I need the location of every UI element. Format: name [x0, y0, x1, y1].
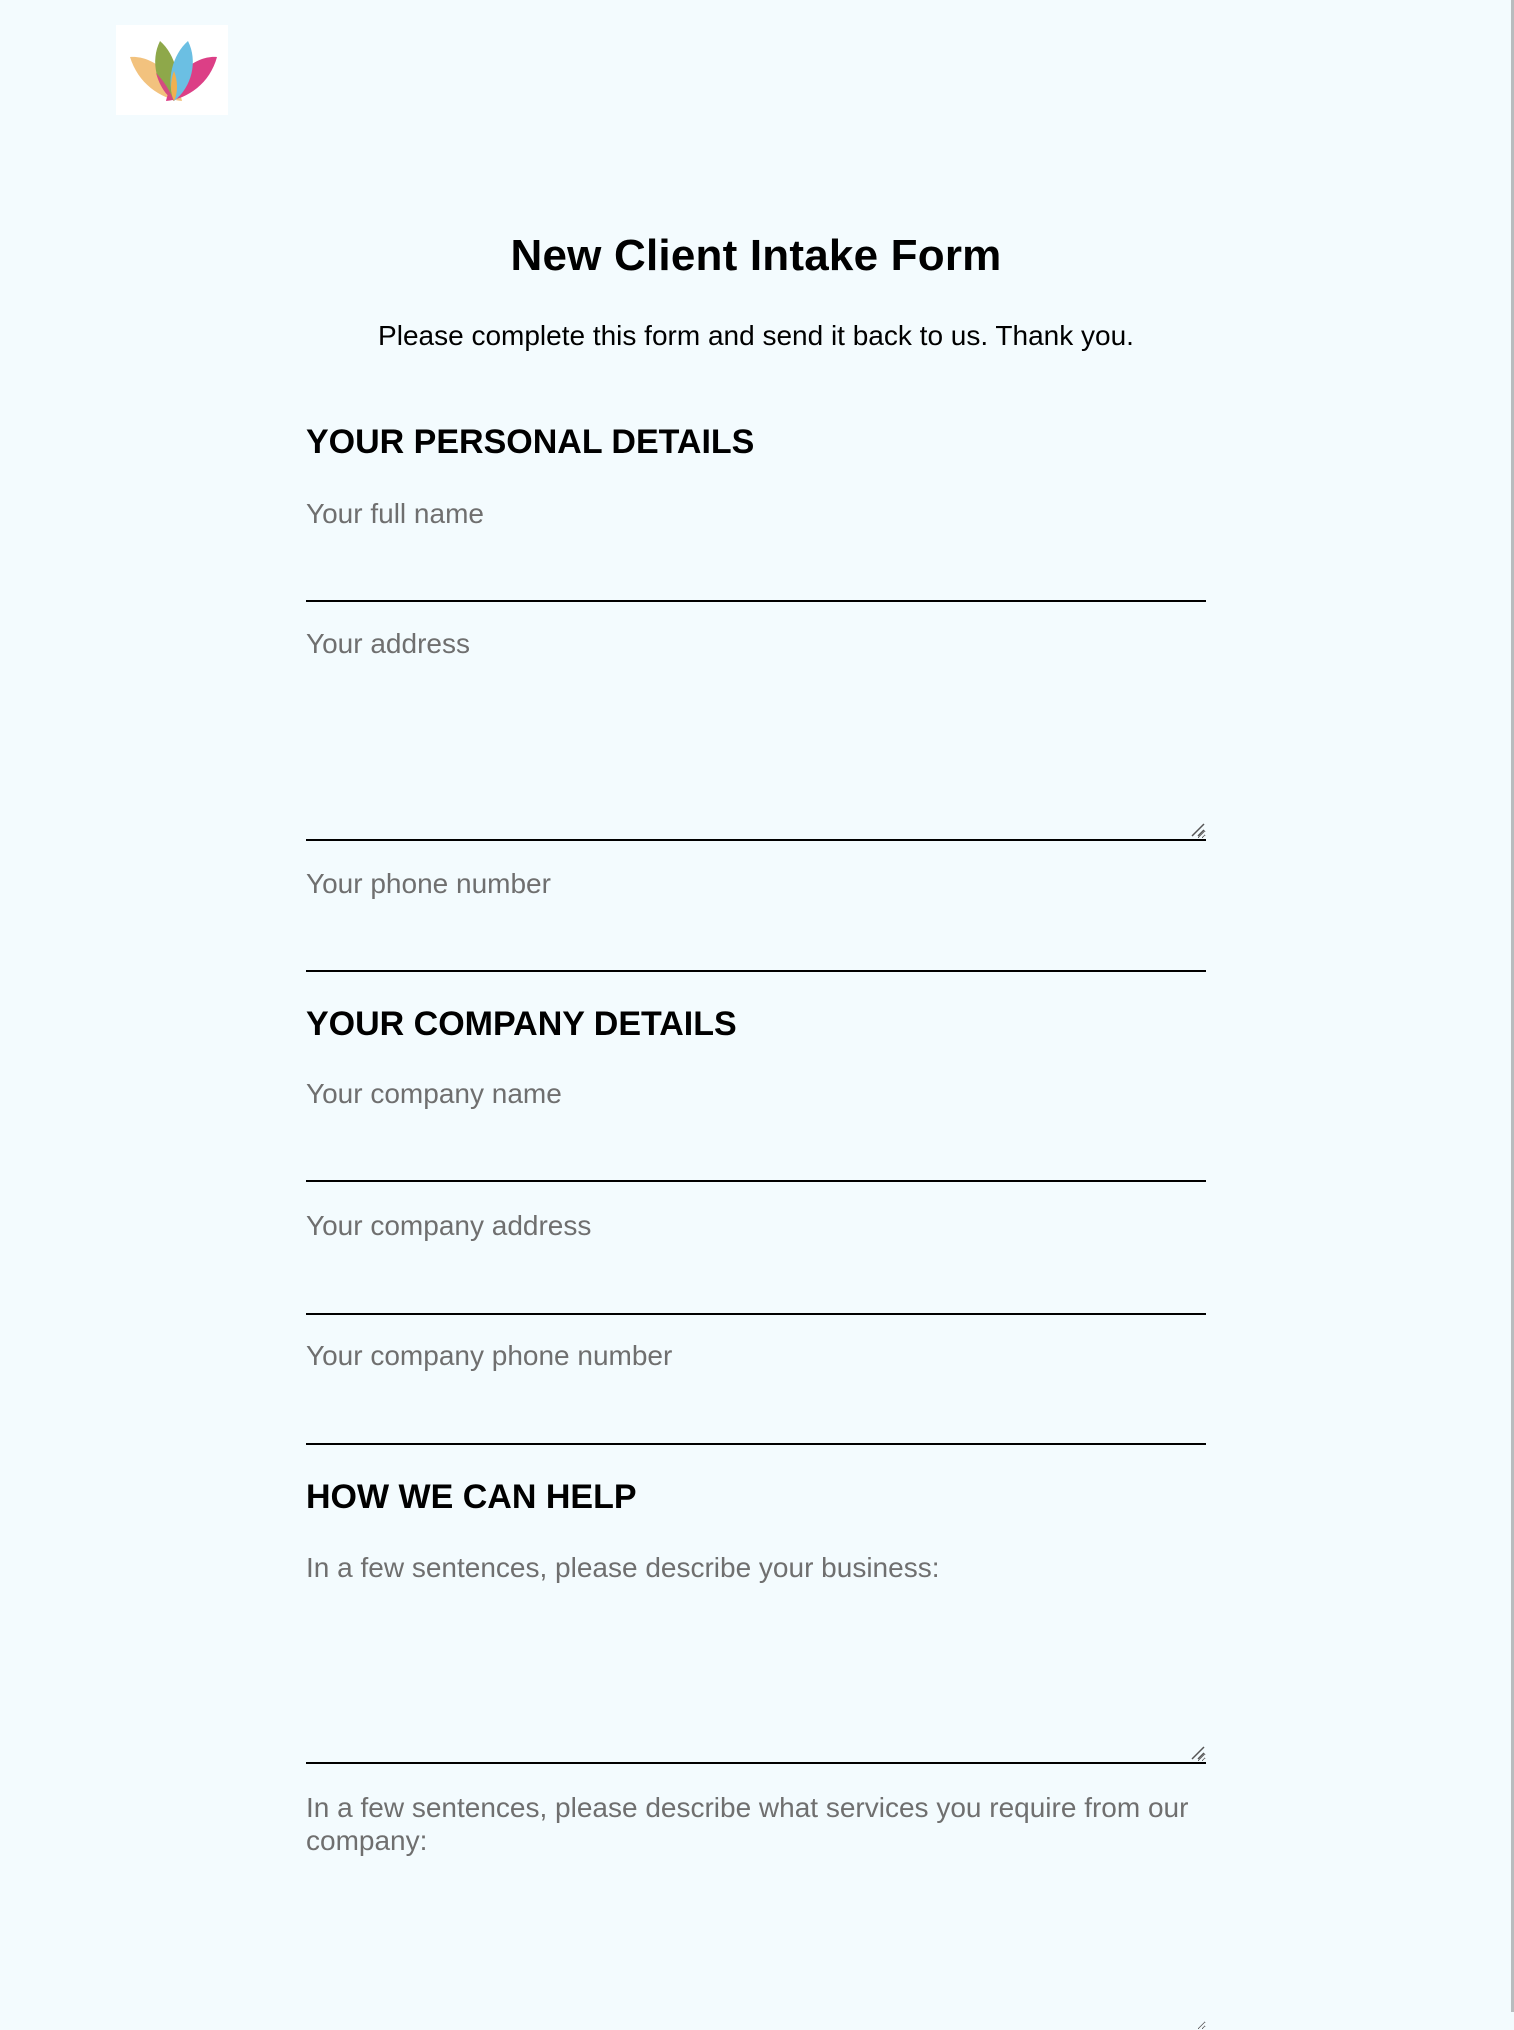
company-phone-label: Your company phone number: [306, 1340, 673, 1371]
lotus-icon: [116, 25, 228, 115]
resize-grip-icon[interactable]: [1190, 822, 1206, 838]
full-name-input[interactable]: [306, 548, 1206, 602]
address-textarea[interactable]: [306, 676, 1206, 841]
full-name-label: Your full name: [306, 498, 484, 529]
company-address-input[interactable]: [306, 1261, 1206, 1315]
phone-input[interactable]: [306, 918, 1206, 972]
section-heading-personal: YOUR PERSONAL DETAILS: [306, 423, 755, 461]
phone-label: Your phone number: [306, 868, 551, 899]
section-heading-company: YOUR COMPANY DETAILS: [306, 1005, 737, 1043]
services-required-textarea[interactable]: [306, 1870, 1206, 2030]
section-heading-help: HOW WE CAN HELP: [306, 1478, 637, 1516]
services-required-label: In a few sentences, please describe what services you require from our company:: [306, 1792, 1189, 1856]
company-address-label: Your company address: [306, 1210, 592, 1241]
address-label: Your address: [306, 628, 470, 659]
company-name-label: Your company name: [306, 1078, 562, 1109]
company-phone-input[interactable]: [306, 1391, 1206, 1445]
company-logo: [116, 25, 228, 115]
company-name-input[interactable]: [306, 1128, 1206, 1182]
business-description-label: In a few sentences, please describe your business:: [306, 1552, 940, 1583]
business-description-textarea[interactable]: [306, 1600, 1206, 1764]
page-subtitle: Please complete this form and send it back to us. Thank you.: [378, 320, 1134, 351]
resize-grip-icon[interactable]: [1190, 1745, 1206, 1761]
page-title: New Client Intake Form: [510, 231, 1002, 280]
